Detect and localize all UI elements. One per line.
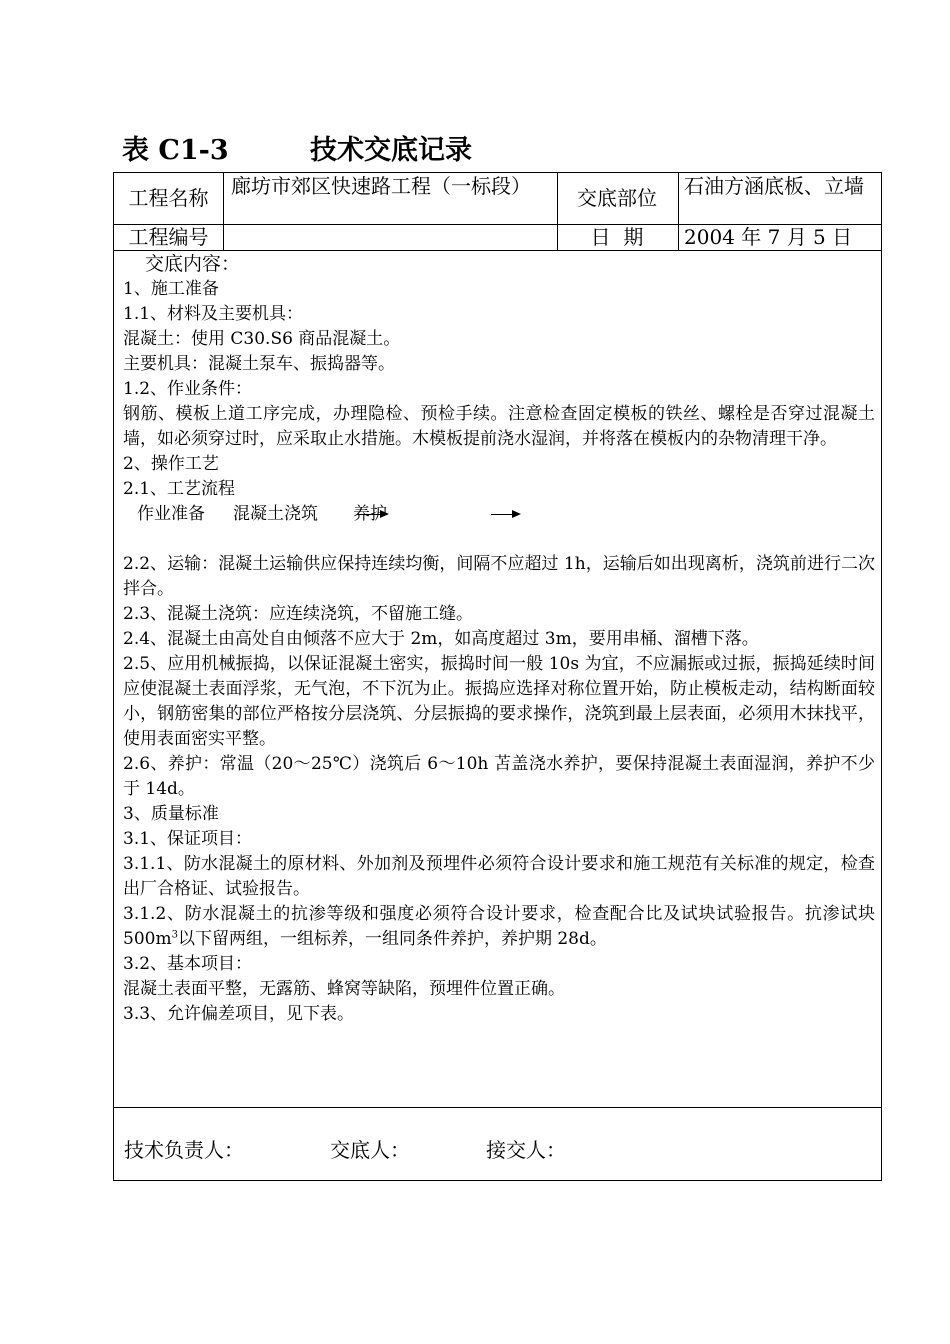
column-divider <box>223 173 224 250</box>
column-divider <box>678 173 679 250</box>
project-no-label: 工程编号 <box>128 225 209 249</box>
tech-lead-signature-label: 技术负责人： <box>124 1138 244 1162</box>
form-name: 技术交底记录 <box>310 135 472 166</box>
discloser-signature-label: 交底人： <box>330 1138 410 1162</box>
date-value: 2004 年 7 月 5 日 <box>684 225 853 249</box>
project-name-label: 工程名称 <box>128 186 209 210</box>
content-paragraph: 主要机具：混凝土泵车、振捣器等。 <box>123 354 395 374</box>
subsection-heading: 1.1、材料及主要机具： <box>123 304 304 324</box>
form-code: 表 C1-3 <box>122 135 229 166</box>
content-paragraph: 2.6、养护：常温（20～25℃）浇筑后 6～10h 苫盖浇水养护，要保持混凝土表面湿润，养护不少于 14d。 <box>123 754 875 799</box>
date-label: 日 期 <box>590 225 644 249</box>
section-heading: 1、施工准备 <box>123 279 219 299</box>
disclosure-content <box>123 252 875 1027</box>
text-run: 3.1.2、防水混凝土的抗渗等级和强度必须符合设计要求，检查配合比及试块试验报告。抗渗试块 500m <box>123 904 875 949</box>
flow-step: 养护 <box>353 504 387 524</box>
row-divider <box>114 1107 881 1108</box>
receiver-signature-label: 接交人： <box>486 1138 566 1162</box>
section-heading: 2、操作工艺 <box>123 454 219 474</box>
flow-arrow <box>491 514 519 515</box>
content-paragraph: 3.1.1、防水混凝土的原材料、外加剂及预埋件必须符合设计要求和施工规范有关标准的规定，检查出厂合格证、试验报告。 <box>123 854 875 899</box>
content-paragraph: 2.4、混凝土由高处自由倾落不应大于 2m，如高度超过 3m，要用串桶、溜槽下落。 <box>123 629 759 649</box>
subsection-heading: 2.1、工艺流程 <box>123 479 236 499</box>
content-heading: 交底内容： <box>145 253 241 275</box>
section-heading: 3、质量标准 <box>123 804 219 824</box>
superscript: 3 <box>171 929 178 941</box>
location-label: 交底部位 <box>577 186 657 210</box>
content-paragraph: 混凝土表面平整，无露筋、蜂窝等缺陷，预埋件位置正确。 <box>123 979 565 999</box>
project-name-value: 廊坊市郊区快速路工程（一标段） <box>231 174 531 198</box>
content-paragraph: 钢筋、模板上道工序完成，办理隐检、预检手续。注意检查固定模板的铁丝、螺栓是否穿过混凝土墙，如必须穿过时，应采取止水措施。木模板提前浇水湿润，并将落在模板内的杂物清理干净。 <box>123 404 875 449</box>
content-paragraph: 3.3、允许偏差项目，见下表。 <box>123 1004 355 1024</box>
process-flow <box>123 502 875 527</box>
content-paragraph: 2.3、混凝土浇筑：应连续浇筑，不留施工缝。 <box>123 604 474 624</box>
row-divider <box>114 250 881 251</box>
page-title <box>122 128 472 167</box>
content-paragraph: 2.5、应用机械振捣，以保证混凝土密实，振捣时间一般 10s 为宜，不应漏振或过振，振捣延续时间应使混凝土表面浮浆，无气泡，不下沉为止。振捣应选择对称位置开始，防止模板走动，结构断面较小，钢筋密集的部位严格按分层浇筑、分层振捣的要求操作，浇筑到最上层表面，必须用木抹找平，使用表面密实平整。 <box>123 654 875 749</box>
subsection-heading: 3.1、保证项目： <box>123 829 253 849</box>
content-paragraph: 混凝土：使用 C30.S6 商品混凝土。 <box>123 329 401 349</box>
location-value: 石油方涵底板、立墙 <box>684 174 864 198</box>
content-paragraph <box>123 902 875 952</box>
text-run: 以下留两组，一组标养，一组同条件养护，养护期 28d。 <box>177 929 607 949</box>
flow-step: 混凝土浇筑 <box>233 504 318 524</box>
subsection-heading: 3.2、基本项目： <box>123 954 253 974</box>
flow-step: 作业准备 <box>137 504 205 524</box>
subsection-heading: 1.2、作业条件： <box>123 379 253 399</box>
content-paragraph: 2.2、运输：混凝土运输供应保持连续均衡，间隔不应超过 1h，运输后如出现离析，浇筑前进行二次拌合。 <box>123 554 875 599</box>
